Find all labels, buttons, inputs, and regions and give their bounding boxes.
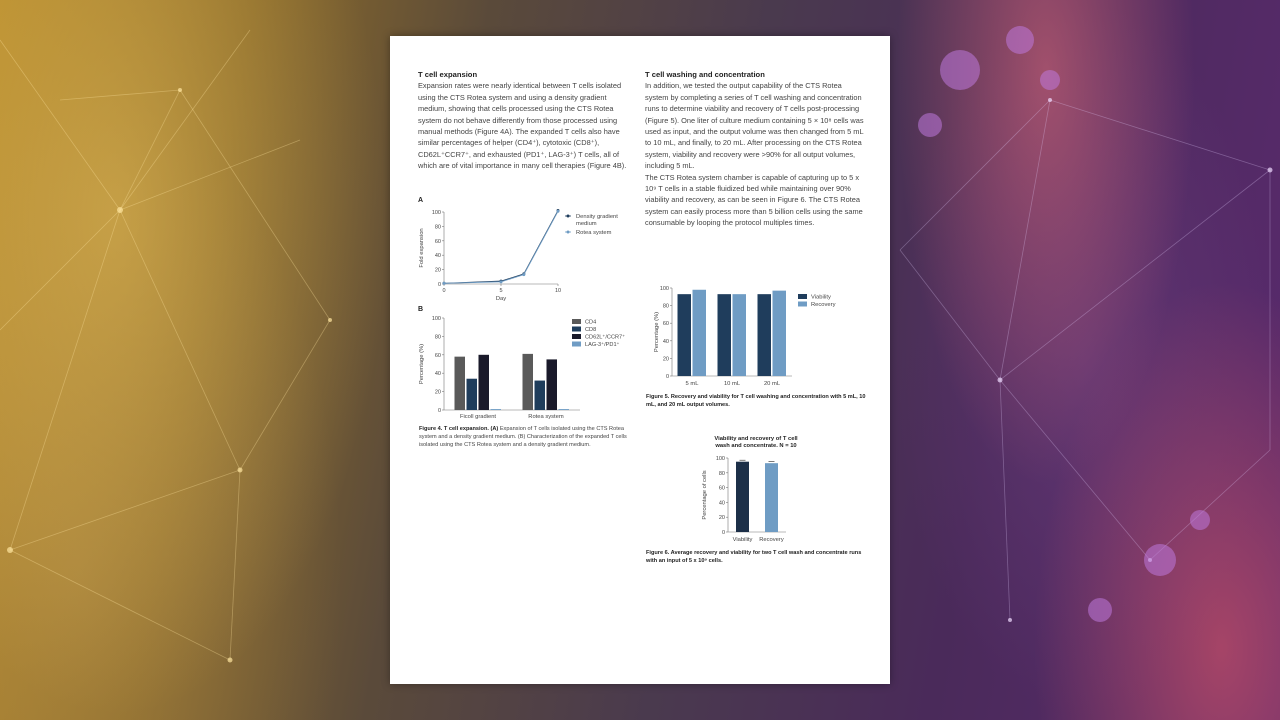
fig6-bar-0	[736, 462, 749, 532]
fig4b-legend-label-3: LAG-3⁺/PD1⁺	[585, 342, 620, 348]
figure4-caption	[419, 425, 639, 449]
fig6-y-tick-label: 100	[715, 456, 725, 462]
fig4a-point-1	[500, 280, 503, 283]
fig5-category-label: 10 mL	[723, 381, 741, 387]
figure4a-line-chart	[418, 202, 648, 306]
fig6-title-cont: wash and concentrate. N = 10	[715, 443, 797, 449]
fig4b-legend-swatch-3	[572, 342, 581, 347]
fig4a-series-line-0	[444, 211, 558, 284]
figure5-caption: Figure 5. Recovery and viability for T cell washing and concentration with 5 mL, 10 mL, and 20 mL output volumes.	[646, 394, 866, 408]
paragraph-washing-1: In addition, we tested the output capability of the CTS Rotea system by completing a series of T cell washing and concentration runs to determine viability and recovery of T cells post-processing (Figure 5). One liter of culture medium containing 5 × 10⁸ cells was used as input, and the output volume was then changed from 5 mL to 10 mL, and finally, to 20 mL. After processing on the CTS Rotea system, viability and recovery were >90% for all output volumes, including 5 mL.	[645, 81, 864, 171]
figure4-panel-b-label: B	[418, 306, 424, 313]
fig5-bar-1-1	[733, 294, 747, 376]
fig5-bar-2-0	[758, 294, 772, 376]
fig4a-y-tick-label: 40	[434, 253, 441, 260]
fig4a-legend-label-0: Density gradient	[576, 214, 618, 220]
fig4b-bar-1-0	[523, 354, 534, 410]
fig6-y-tick-label: 80	[718, 470, 725, 477]
figure6-caption: Figure 6. Average recovery and viability for two T cell wash and concentrate runs with an input of 5 x 10⁹ cells.	[646, 550, 862, 564]
fig4b-legend-swatch-0	[572, 319, 581, 324]
fig4a-series-line-1	[444, 211, 558, 283]
fig4b-y-axis-label: Percentage (%)	[419, 343, 425, 385]
fig5-bar-1-0	[718, 294, 732, 376]
fig5-category-label: 5 mL	[685, 381, 699, 387]
right-column	[645, 69, 867, 229]
fig5-legend-label-1: Recovery	[811, 302, 836, 308]
fig6-title: Viability and recovery of T cell	[714, 436, 798, 442]
fig4b-y-tick-label: 60	[434, 352, 441, 359]
fig5-bar-0-1	[693, 290, 707, 376]
document-page	[390, 36, 890, 684]
fig5-legend-swatch-1	[798, 302, 807, 307]
figure6-bar-chart	[700, 432, 820, 547]
fig6-y-tick-label: 40	[718, 500, 725, 507]
fig4a-y-tick-label: 100	[431, 210, 441, 216]
fig4b-bar-1-3	[559, 409, 570, 410]
fig6-category-label: Viability	[732, 537, 753, 543]
fig5-y-tick-label: 40	[662, 338, 669, 345]
fig4b-legend-label-2: CD62L⁺/CCR7⁺	[585, 334, 626, 341]
fig4b-category-label: Rotea system	[528, 414, 564, 420]
figure4-caption-bold: Figure 4. T cell expansion. (A)	[419, 426, 499, 432]
fig4b-y-tick-label: 100	[431, 316, 441, 322]
fig4b-bar-1-1	[535, 381, 546, 410]
fig4a-y-axis-label: Fold expansion	[419, 228, 425, 268]
fig5-bar-0-0	[678, 294, 692, 376]
fig4a-x-tick-label: 5	[499, 288, 503, 294]
figure4-caption-text: Expansion of T cells isolated using the CTS Rotea system and a density gradient medium. (B) Characterization of the expanded T cells isolated using the CTS Rotea system and a density gradient medium.	[419, 426, 627, 448]
fig4b-y-tick-label: 20	[434, 389, 441, 396]
fig6-y-tick-label: 20	[718, 515, 725, 522]
fig4a-y-tick-label: 80	[434, 224, 441, 231]
fig6-bar-1	[765, 463, 778, 532]
fig4b-legend-label-0: CD4	[585, 319, 597, 326]
fig5-legend-swatch-0	[798, 294, 807, 299]
fig5-y-tick-label: 0	[665, 374, 669, 380]
paragraph-washing-2: The CTS Rotea system chamber is capable of capturing up to 5 x 10⁹ T cells in a stable fluidized bed while maintaining over 90% viability and recovery, as can be seen in Figure 6. The CTS Rotea system can easily process more than 5 billion cells using the same consumable by looping the protocol multiples times.	[645, 172, 863, 228]
fig5-y-tick-label: 100	[659, 286, 669, 292]
fig4b-legend-swatch-2	[572, 334, 581, 339]
fig4b-bar-1-2	[547, 359, 558, 410]
fig4b-bar-0-0	[455, 357, 466, 410]
fig6-y-tick-label: 60	[718, 485, 725, 492]
fig4b-bar-0-3	[491, 409, 502, 410]
fig4a-point-1	[557, 210, 560, 213]
fig4a-y-tick-label: 20	[434, 267, 441, 274]
fig4a-x-axis-label: Day	[495, 296, 507, 302]
fig5-y-tick-label: 80	[662, 303, 669, 310]
fig4a-legend-label-0-cont: medium	[576, 221, 597, 227]
fig4b-legend-swatch-1	[572, 327, 581, 332]
fig5-y-tick-label: 60	[662, 321, 669, 328]
figure4b-bar-chart	[418, 312, 648, 426]
fig5-bar-2-1	[773, 291, 787, 376]
fig4b-category-label: Ficoll gradient	[459, 414, 497, 420]
fig4b-legend-label-1: CD8	[585, 327, 597, 333]
fig4a-y-tick-label: 0	[437, 282, 441, 288]
figure4-panel-a-label: A	[418, 197, 424, 204]
fig5-y-tick-label: 20	[662, 356, 669, 363]
fig4a-legend-label-1: Rotea system	[576, 230, 612, 236]
fig4b-y-tick-label: 80	[434, 334, 441, 341]
paragraph-t-cell-expansion: Expansion rates were nearly identical between T cells isolated using the CTS Rotea system and using a density gradient medium, showing that cells processed using the CTS Rotea system do not behave differently from those processed using manual methods (Figure 4A). The expanded T cells also have similar percentages of helper (CD4⁺), cytotoxic (CD8⁺), CD62L⁺CCR7⁺, and exhausted (PD1⁺, LAG-3⁺) T cells, all of which are of vital importance in many cell therapies (Figure 4B).	[418, 81, 627, 171]
fig4a-point-1	[522, 273, 525, 276]
figure5-bar-chart	[652, 280, 872, 392]
fig5-category-label: 20 mL	[763, 381, 781, 387]
fig4b-y-tick-label: 0	[437, 408, 441, 414]
fig4a-y-tick-label: 60	[434, 238, 441, 245]
fig4a-x-tick-label: 10	[554, 288, 562, 294]
fig6-y-axis-label: Percentage of cells	[702, 470, 708, 520]
left-column	[418, 69, 636, 172]
fig5-legend-label-0: Viability	[811, 294, 831, 301]
fig6-category-label: Recovery	[759, 537, 784, 543]
fig4a-x-tick-label: 0	[442, 288, 446, 294]
fig4b-bar-0-2	[479, 355, 490, 410]
section-heading-t-cell-expansion: T cell expansion	[418, 70, 478, 79]
section-heading-t-cell-washing: T cell washing and concentration	[645, 70, 765, 79]
fig4b-y-tick-label: 40	[434, 371, 441, 378]
fig4b-bar-0-1	[467, 379, 478, 410]
fig5-y-axis-label: Percentage (%)	[654, 311, 660, 353]
fig6-y-tick-label: 0	[721, 530, 725, 536]
fig4a-point-1	[443, 282, 446, 285]
